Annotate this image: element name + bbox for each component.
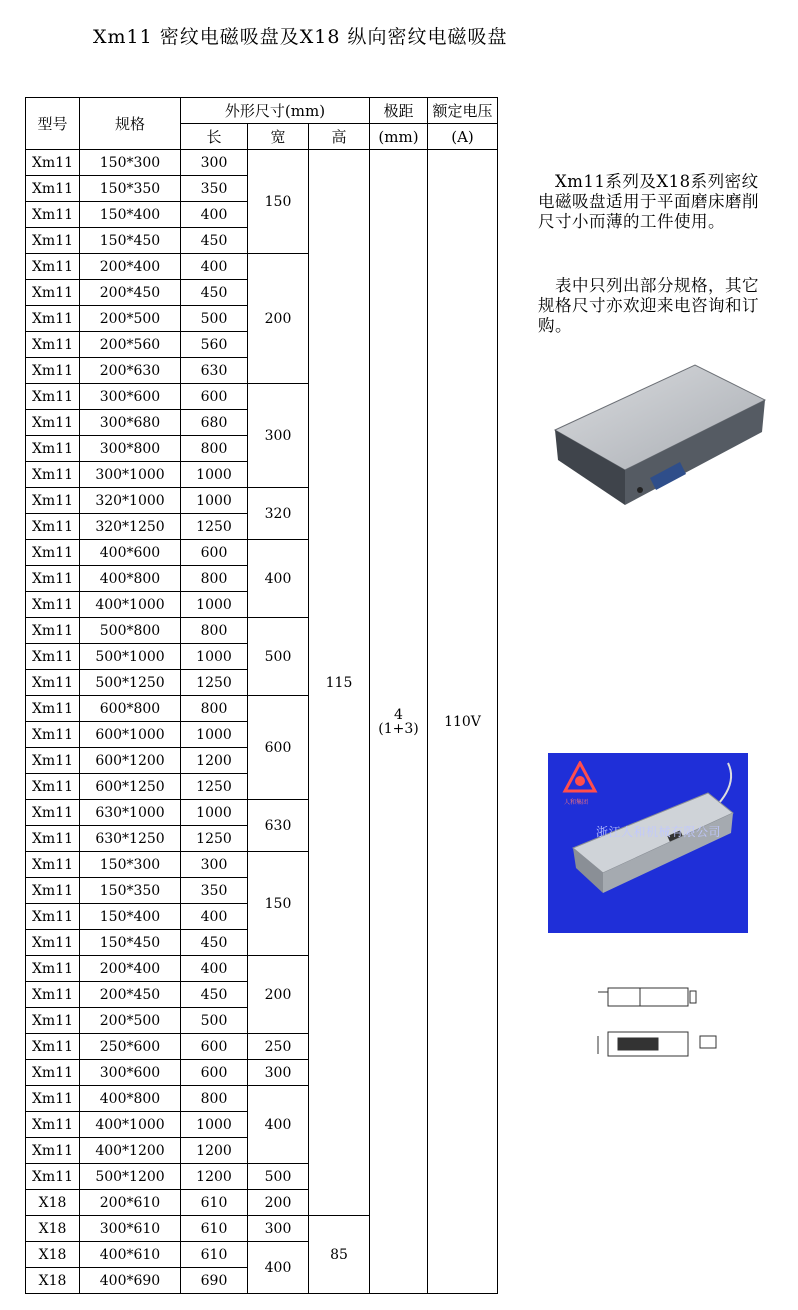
cell-length: 350: [181, 878, 248, 904]
cell-model: Xm11: [26, 618, 80, 644]
cell-length: 1200: [181, 1138, 248, 1164]
spec-table-body: [26, 150, 498, 1294]
cell-width: 630: [248, 800, 309, 852]
cell-spec: 300*1000: [80, 462, 181, 488]
header-pitch: 极距: [370, 98, 428, 124]
cell-length: 1000: [181, 592, 248, 618]
company-watermark: 浙江人和机械有限公司: [596, 825, 722, 839]
cell-spec: 300*610: [80, 1216, 181, 1242]
cell-model: X18: [26, 1268, 80, 1294]
page-title: Xm11 密纹电磁吸盘及X18 纵向密纹电磁吸盘: [93, 26, 508, 48]
magnetic-chuck-photo: [550, 360, 770, 520]
header-voltage-unit: (A): [428, 124, 498, 150]
cell-width: 400: [248, 1242, 309, 1294]
cell-spec: 320*1000: [80, 488, 181, 514]
cell-length: 630: [181, 358, 248, 384]
cell-spec: 400*1000: [80, 1112, 181, 1138]
header-height: 高: [309, 124, 370, 150]
cell-length: 1000: [181, 800, 248, 826]
cell-spec: 150*450: [80, 930, 181, 956]
cell-spec: 400*600: [80, 540, 181, 566]
chuck-image: [548, 753, 748, 933]
cell-spec: 600*1000: [80, 722, 181, 748]
cell-model: Xm11: [26, 1034, 80, 1060]
cell-length: 300: [181, 150, 248, 176]
header-model: 型号: [26, 98, 80, 150]
cell-width: 200: [248, 956, 309, 1034]
cell-spec: 200*560: [80, 332, 181, 358]
cell-length: 600: [181, 384, 248, 410]
cell-length: 450: [181, 982, 248, 1008]
cell-height: 115: [309, 150, 370, 1216]
cell-width: 500: [248, 618, 309, 696]
cell-length: 610: [181, 1242, 248, 1268]
cell-length: 1250: [181, 670, 248, 696]
cell-model: Xm11: [26, 488, 80, 514]
cell-width: 300: [248, 1060, 309, 1086]
cell-model: X18: [26, 1190, 80, 1216]
cell-model: Xm11: [26, 462, 80, 488]
cell-spec: 250*600: [80, 1034, 181, 1060]
cell-model: Xm11: [26, 1164, 80, 1190]
cell-length: 400: [181, 904, 248, 930]
cell-voltage: 110V: [428, 150, 498, 1294]
cell-spec: 150*350: [80, 878, 181, 904]
cell-spec: 630*1000: [80, 800, 181, 826]
cell-model: Xm11: [26, 384, 80, 410]
cell-spec: 150*300: [80, 852, 181, 878]
cell-length: 690: [181, 1268, 248, 1294]
cell-length: 610: [181, 1190, 248, 1216]
cell-length: 1250: [181, 514, 248, 540]
cell-spec: 150*400: [80, 904, 181, 930]
cell-length: 800: [181, 618, 248, 644]
cell-spec: 200*400: [80, 956, 181, 982]
cell-length: 600: [181, 1034, 248, 1060]
cell-width: 300: [248, 384, 309, 488]
cell-length: 350: [181, 176, 248, 202]
cell-spec: 150*300: [80, 150, 181, 176]
cell-spec: 300*600: [80, 384, 181, 410]
cell-model: Xm11: [26, 1086, 80, 1112]
pitch-note: (1+3): [378, 720, 419, 737]
cell-spec: 400*610: [80, 1242, 181, 1268]
cell-length: 1000: [181, 644, 248, 670]
cell-model: Xm11: [26, 956, 80, 982]
dimension-drawing: [590, 982, 720, 1072]
cell-spec: 320*1250: [80, 514, 181, 540]
cell-length: 680: [181, 410, 248, 436]
table-row: [26, 150, 498, 176]
cell-model: Xm11: [26, 696, 80, 722]
cell-spec: 600*1250: [80, 774, 181, 800]
cell-width: 150: [248, 852, 309, 956]
cell-length: 610: [181, 1216, 248, 1242]
cell-model: Xm11: [26, 228, 80, 254]
cell-model: X18: [26, 1216, 80, 1242]
cell-length: 1200: [181, 1164, 248, 1190]
cell-model: Xm11: [26, 670, 80, 696]
cell-width: 200: [248, 1190, 309, 1216]
cell-model: Xm11: [26, 982, 80, 1008]
cell-spec: 600*1200: [80, 748, 181, 774]
cell-spec: 300*600: [80, 1060, 181, 1086]
cell-spec: 630*1250: [80, 826, 181, 852]
header-length: 长: [181, 124, 248, 150]
logo-text: 人和集团: [564, 799, 589, 806]
cell-spec: 200*610: [80, 1190, 181, 1216]
cell-length: 1000: [181, 462, 248, 488]
cell-width: 300: [248, 1216, 309, 1242]
cell-model: Xm11: [26, 644, 80, 670]
header-pitch-unit: (mm): [370, 124, 428, 150]
cell-length: 800: [181, 436, 248, 462]
cell-width: 400: [248, 1086, 309, 1164]
cell-model: X18: [26, 1242, 80, 1268]
cell-width: 150: [248, 150, 309, 254]
cell-spec: 600*800: [80, 696, 181, 722]
cell-length: 500: [181, 1008, 248, 1034]
cell-model: Xm11: [26, 540, 80, 566]
cell-model: Xm11: [26, 774, 80, 800]
cell-spec: 500*1000: [80, 644, 181, 670]
cell-model: Xm11: [26, 280, 80, 306]
cell-model: Xm11: [26, 930, 80, 956]
cell-width: 250: [248, 1034, 309, 1060]
cell-model: Xm11: [26, 878, 80, 904]
cell-spec: 400*1000: [80, 592, 181, 618]
cell-model: Xm11: [26, 722, 80, 748]
cell-spec: 200*400: [80, 254, 181, 280]
cell-length: 1200: [181, 748, 248, 774]
cell-model: Xm11: [26, 202, 80, 228]
cell-model: Xm11: [26, 800, 80, 826]
cell-model: Xm11: [26, 904, 80, 930]
cell-spec: 200*450: [80, 280, 181, 306]
cell-spec: 500*1250: [80, 670, 181, 696]
cell-length: 400: [181, 956, 248, 982]
cell-model: Xm11: [26, 748, 80, 774]
cell-spec: 400*1200: [80, 1138, 181, 1164]
cell-model: Xm11: [26, 1008, 80, 1034]
cell-width: 200: [248, 254, 309, 384]
cell-spec: 200*450: [80, 982, 181, 1008]
cell-length: 1000: [181, 488, 248, 514]
cell-model: Xm11: [26, 566, 80, 592]
cell-model: Xm11: [26, 410, 80, 436]
cell-spec: 200*630: [80, 358, 181, 384]
cell-model: Xm11: [26, 150, 80, 176]
cell-spec: 200*500: [80, 1008, 181, 1034]
header-width: 宽: [248, 124, 309, 150]
cell-model: Xm11: [26, 826, 80, 852]
cell-length: 1250: [181, 774, 248, 800]
header-voltage: 额定电压: [428, 98, 498, 124]
cell-length: 300: [181, 852, 248, 878]
cell-length: 450: [181, 280, 248, 306]
cell-model: Xm11: [26, 332, 80, 358]
cell-spec: 300*800: [80, 436, 181, 462]
header-spec: 规格: [80, 98, 181, 150]
cell-spec: 400*800: [80, 1086, 181, 1112]
cell-spec: 500*1200: [80, 1164, 181, 1190]
cell-width: 500: [248, 1164, 309, 1190]
cell-width: 600: [248, 696, 309, 800]
cell-length: 500: [181, 306, 248, 332]
cell-model: Xm11: [26, 1138, 80, 1164]
cell-spec: 500*800: [80, 618, 181, 644]
cell-spec: 400*690: [80, 1268, 181, 1294]
cell-length: 400: [181, 202, 248, 228]
cell-spec: 300*680: [80, 410, 181, 436]
cell-model: Xm11: [26, 306, 80, 332]
cell-model: Xm11: [26, 592, 80, 618]
cell-length: 800: [181, 1086, 248, 1112]
cell-spec: 150*400: [80, 202, 181, 228]
cell-width: 400: [248, 540, 309, 618]
description-paragraph-1: Xm11系列及X18系列密纹电磁吸盘适用于平面磨床磨削尺寸小而薄的工件使用。: [538, 172, 759, 231]
cell-width: 320: [248, 488, 309, 540]
header-dims: 外形尺寸(mm): [181, 98, 370, 124]
cell-spec: 200*500: [80, 306, 181, 332]
spec-table: [25, 97, 498, 1294]
cell-length: 1000: [181, 722, 248, 748]
magnetic-chuck-blue-photo: [548, 753, 748, 933]
description-paragraph-2: 表中只列出部分规格，其它规格尺寸亦欢迎来电咨询和订购。: [538, 276, 759, 335]
cell-length: 1250: [181, 826, 248, 852]
cell-model: Xm11: [26, 514, 80, 540]
cell-height: 85: [309, 1216, 370, 1294]
cell-pitch: [370, 150, 428, 1294]
cell-length: 600: [181, 1060, 248, 1086]
cell-length: 1000: [181, 1112, 248, 1138]
cell-length: 560: [181, 332, 248, 358]
cell-spec: 150*450: [80, 228, 181, 254]
cell-model: Xm11: [26, 176, 80, 202]
cell-length: 800: [181, 696, 248, 722]
cell-model: Xm11: [26, 1060, 80, 1086]
pitch-value: 4: [394, 706, 403, 723]
cell-length: 450: [181, 228, 248, 254]
cell-spec: 150*350: [80, 176, 181, 202]
cell-model: Xm11: [26, 254, 80, 280]
cell-model: Xm11: [26, 1112, 80, 1138]
cell-length: 450: [181, 930, 248, 956]
cell-length: 600: [181, 540, 248, 566]
cell-model: Xm11: [26, 358, 80, 384]
cell-model: Xm11: [26, 852, 80, 878]
cell-model: Xm11: [26, 436, 80, 462]
cell-length: 400: [181, 254, 248, 280]
cell-spec: 400*800: [80, 566, 181, 592]
cell-length: 800: [181, 566, 248, 592]
